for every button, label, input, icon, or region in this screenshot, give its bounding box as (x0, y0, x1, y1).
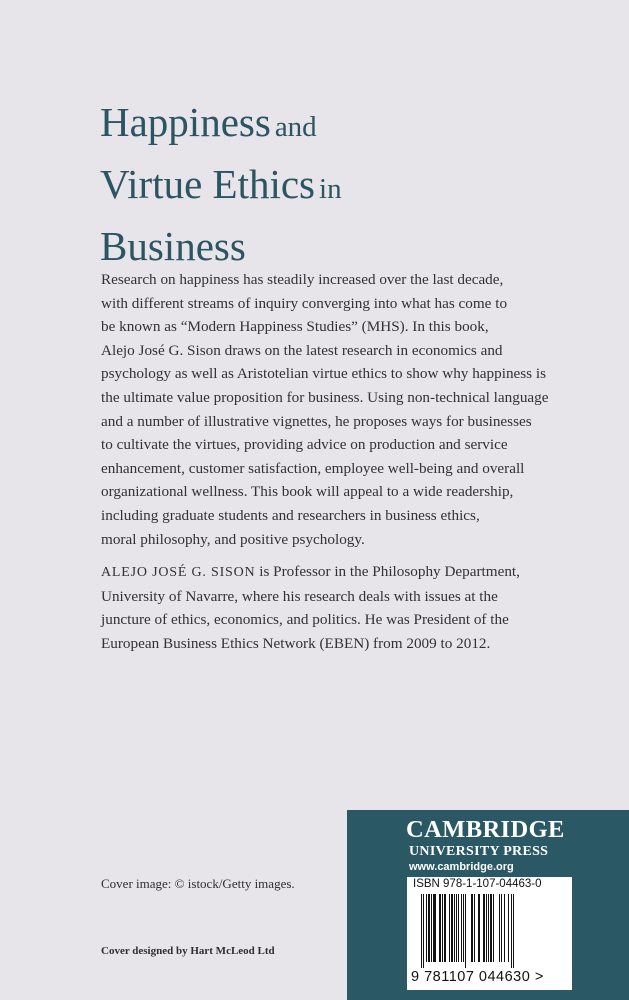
author-bio-line: University of Navarre, where his research deals with issues at the (101, 587, 498, 605)
barcode-bar (490, 894, 492, 962)
author-bio (101, 560, 601, 655)
barcode-bar (442, 894, 443, 962)
barcode-bar (431, 894, 432, 962)
barcode-bar (471, 894, 473, 962)
isbn-label: ISBN 978-1-107-04463-0 (413, 878, 542, 890)
publisher-logo-subtitle: UNIVERSITY PRESS (409, 844, 549, 859)
author-name: ALEJO JOSÉ G. SISON (101, 565, 256, 580)
blurb-line: moral philosophy, and positive psychology. (101, 530, 365, 548)
barcode-bar (478, 894, 480, 962)
barcode-bar (465, 894, 466, 968)
barcode-bar (501, 894, 502, 962)
blurb-line: with different streams of inquiry converging into what has come to (101, 294, 508, 312)
book-blurb (101, 268, 601, 551)
barcode-bar (488, 894, 489, 962)
barcode-bar (456, 894, 457, 962)
blurb-line: psychology as well as Aristotelian virtue ethics to show why happiness is (101, 365, 547, 383)
barcode-bar (483, 894, 485, 962)
barcode-bar (474, 894, 475, 962)
author-bio-line: European Business Ethics Network (EBEN) from 2009 to 2012. (101, 634, 491, 652)
blurb-line: to cultivate the virtues, providing advice on production and service (101, 436, 508, 454)
author-bio-line: ALEJO JOSÉ G. SISON is Professor in the Philosophy Department, (101, 563, 520, 580)
barcode-bar (458, 894, 459, 962)
title-line-2: Virtue Ethics in (100, 161, 342, 207)
barcode-bar (461, 894, 462, 962)
blurb-line: organizational wellness. This book will appeal to a wide readership, (101, 483, 514, 501)
barcode-bar (444, 894, 446, 962)
barcode-bar (426, 894, 427, 962)
blurb-line: be known as “Modern Happiness Studies” (MHS). In this book, (101, 318, 489, 336)
barcode-bar (499, 894, 500, 962)
publisher-url: www.cambridge.org (409, 861, 514, 873)
barcode-bar (454, 894, 455, 962)
book-title (100, 96, 342, 282)
barcode-bar (423, 894, 424, 968)
barcode-bar (421, 894, 422, 968)
cover-design-credit: Cover designed by Hart McLeod Ltd (101, 945, 275, 957)
barcode-number: 9 781107 044630 > (411, 969, 544, 985)
barcode-bar (463, 894, 464, 962)
barcode-bars (421, 894, 561, 968)
isbn-barcode (407, 877, 572, 990)
barcode-bar (486, 894, 487, 962)
barcode-bar (428, 894, 430, 962)
barcode-bar (513, 894, 514, 968)
author-bio-line: juncture of ethics, economics, and politics. He was President of the (101, 611, 509, 629)
blurb-line: enhancement, customer satisfaction, employee well-being and overall (101, 459, 525, 477)
blurb-line: Alejo José G. Sison draws on the latest research in economics and (101, 341, 503, 359)
barcode-bar (451, 894, 453, 962)
publisher-logo-name: CAMBRIDGE (406, 816, 565, 843)
barcode-bar (508, 894, 509, 962)
barcode-bar (511, 894, 512, 968)
barcode-bar (449, 894, 450, 962)
barcode-bar (439, 894, 441, 962)
barcode-bar (504, 894, 505, 962)
title-line-3: Business (100, 223, 246, 269)
blurb-line: and a number of illustrative vignettes, he proposes ways for businesses (101, 412, 532, 430)
blurb-line: the ultimate value proposition for business. Using non-technical language (101, 388, 549, 406)
blurb-line: including graduate students and researchers in business ethics, (101, 506, 480, 524)
blurb-line: Research on happiness has steadily increased over the last decade, (101, 271, 504, 288)
barcode-bar (493, 894, 494, 962)
cover-image-credit: Cover image: © istock/Getty images. (101, 876, 295, 891)
barcode-bar (433, 894, 436, 962)
title-line-1: Happiness and (100, 99, 317, 145)
